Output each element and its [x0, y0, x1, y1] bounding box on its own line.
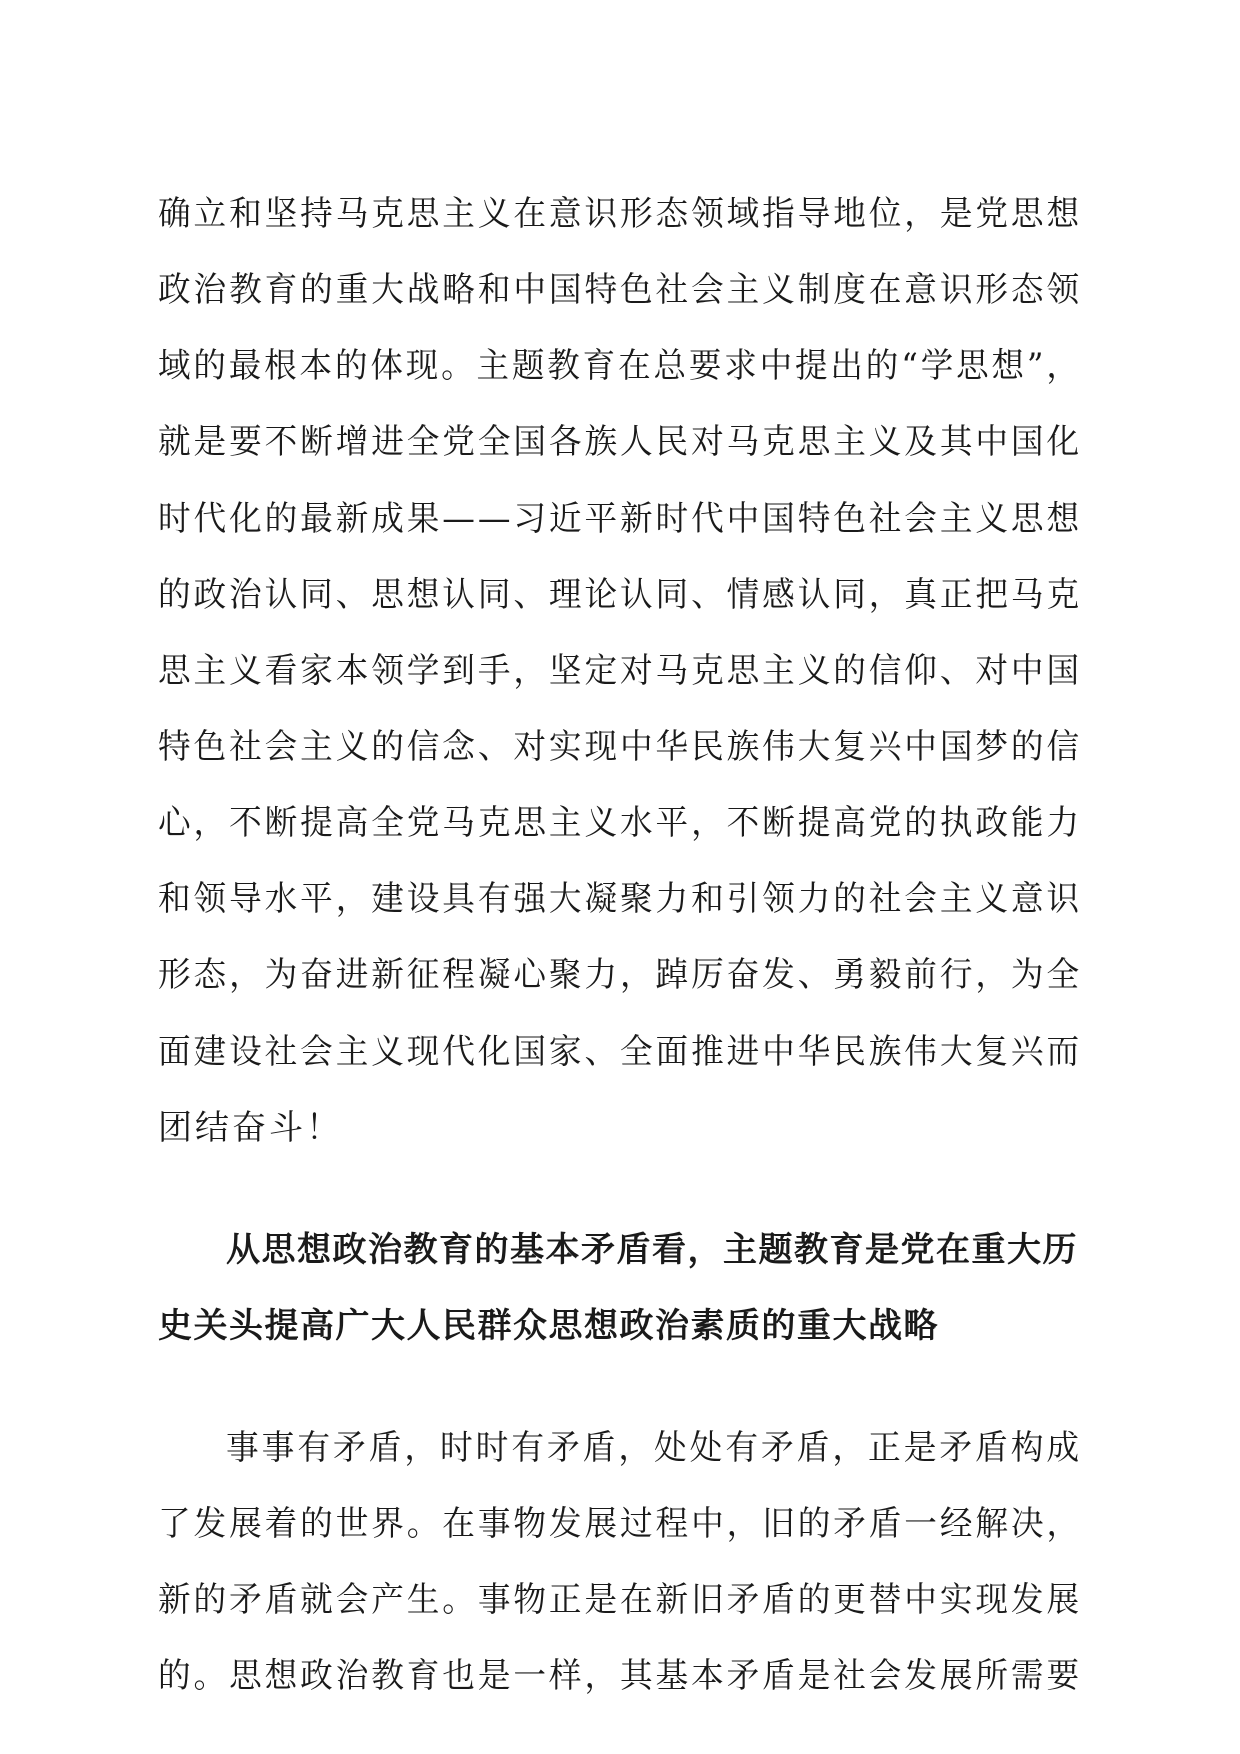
heading-line: 史关头提高广大人民群众思想政治素质的重大战略	[158, 1306, 939, 1346]
paragraph-line: 时代化的最新成果——习近平新时代中国特色社会主义思想	[158, 499, 1083, 539]
paragraph-line: 和领导水平，建设具有强大凝聚力和引领力的社会主义意识	[158, 879, 1083, 919]
paragraph-line: 了发展着的世界。在事物发展过程中，旧的矛盾一经解决，	[158, 1504, 1083, 1544]
paragraph-line: 思主义看家本领学到手，坚定对马克思主义的信仰、对中国	[158, 651, 1083, 691]
heading-line: 从思想政治教育的基本矛盾看，主题教育是党在重大历	[226, 1230, 1078, 1270]
paragraph-line: 新的矛盾就会产生。事物正是在新旧矛盾的更替中实现发展	[158, 1580, 1083, 1620]
paragraph-line: 特色社会主义的信念、对实现中华民族伟大复兴中国梦的信	[158, 727, 1083, 767]
paragraph-line: 域的最根本的体现。主题教育在总要求中提出的“学思想”，	[158, 346, 1082, 386]
paragraph-line: 确立和坚持马克思主义在意识形态领域指导地位，是党思想	[158, 194, 1083, 234]
paragraph-line: 面建设社会主义现代化国家、全面推进中华民族伟大复兴而	[158, 1032, 1083, 1072]
paragraph-line: 的。思想政治教育也是一样，其基本矛盾是社会发展所需要	[158, 1656, 1083, 1696]
paragraph-line: 团结奋斗！	[158, 1108, 343, 1148]
paragraph-line: 政治教育的重大战略和中国特色社会主义制度在意识形态领	[158, 270, 1083, 310]
paragraph-line: 的政治认同、思想认同、理论认同、情感认同，真正把马克	[158, 575, 1083, 615]
paragraph-line: 就是要不断增进全党全国各族人民对马克思主义及其中国化	[158, 422, 1083, 462]
paragraph-line: 形态，为奋进新征程凝心聚力，踔厉奋发、勇毅前行，为全	[158, 955, 1083, 995]
paragraph-line: 心，不断提高全党马克思主义水平，不断提高党的执政能力	[158, 803, 1083, 843]
paragraph-line: 事事有矛盾，时时有矛盾，处处有矛盾，正是矛盾构成	[226, 1428, 1083, 1468]
